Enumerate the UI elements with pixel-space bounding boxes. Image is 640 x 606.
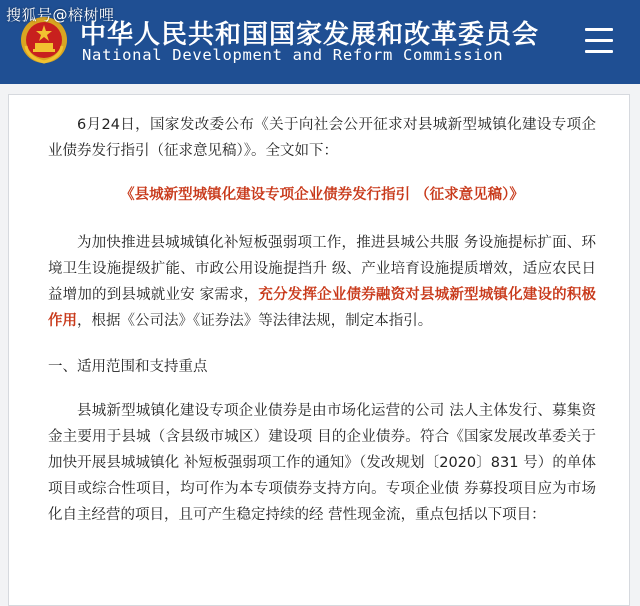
scope-paragraph: 县城新型城镇化建设专项企业债券是由市场化运营的公司 法人主体发行、募集资金主要用于县城（含县级市城区）建设项 目的企业债券。符合《国家发展改革委关于加快开展县城城镇化 补短板强弱项工作的通知》（发改规划〔2020〕831 号）的单体 项目或综合性项目，均可作为本专项债券支持方向。专项企业债 券募投项目应为市场化自主经营的项目，且可产生稳定持续的经 营性现金流，重点包括以下项目： xyxy=(48,403,596,523)
hamburger-menu-icon[interactable] xyxy=(582,24,616,58)
purpose-text-start: 为加快推进县城城镇化补短板强弱项工作，推进县城公共服 务设施提标扩面、环境卫生设施提级扩能、市政公用设施提挡升 级、产业培育设施提质增效，适应农民日益增加的到县城就业安 家需求， xyxy=(48,235,596,303)
source-watermark: 搜狐号@榕树哩 xyxy=(6,6,115,24)
article-body xyxy=(48,112,596,528)
purpose-text-end: ，根据《公司法》《证券法》等法律法规，制定本指引。 xyxy=(77,313,433,329)
site-title-chinese: 中华人民共和国国家发展和改革委员会 xyxy=(80,20,540,50)
purpose-paragraph xyxy=(48,230,596,334)
document-title: 《县城新型城镇化建设专项企业债券发行指引 （征求意见稿）》 xyxy=(120,187,524,203)
highlighted-text: 充分发挥企业债券融资对县城新型城镇化建设的积极作用 xyxy=(48,287,597,329)
intro-paragraph: 6月24日，国家发改委公布《关于向社会公开征求对县城新型城镇化建设专项企业债券发行指引（征求意见稿）》。全文如下： xyxy=(48,117,596,159)
section-heading: 一、适用范围和支持重点 xyxy=(48,359,208,375)
site-title-english: National Development and Reform Commission xyxy=(82,46,504,64)
